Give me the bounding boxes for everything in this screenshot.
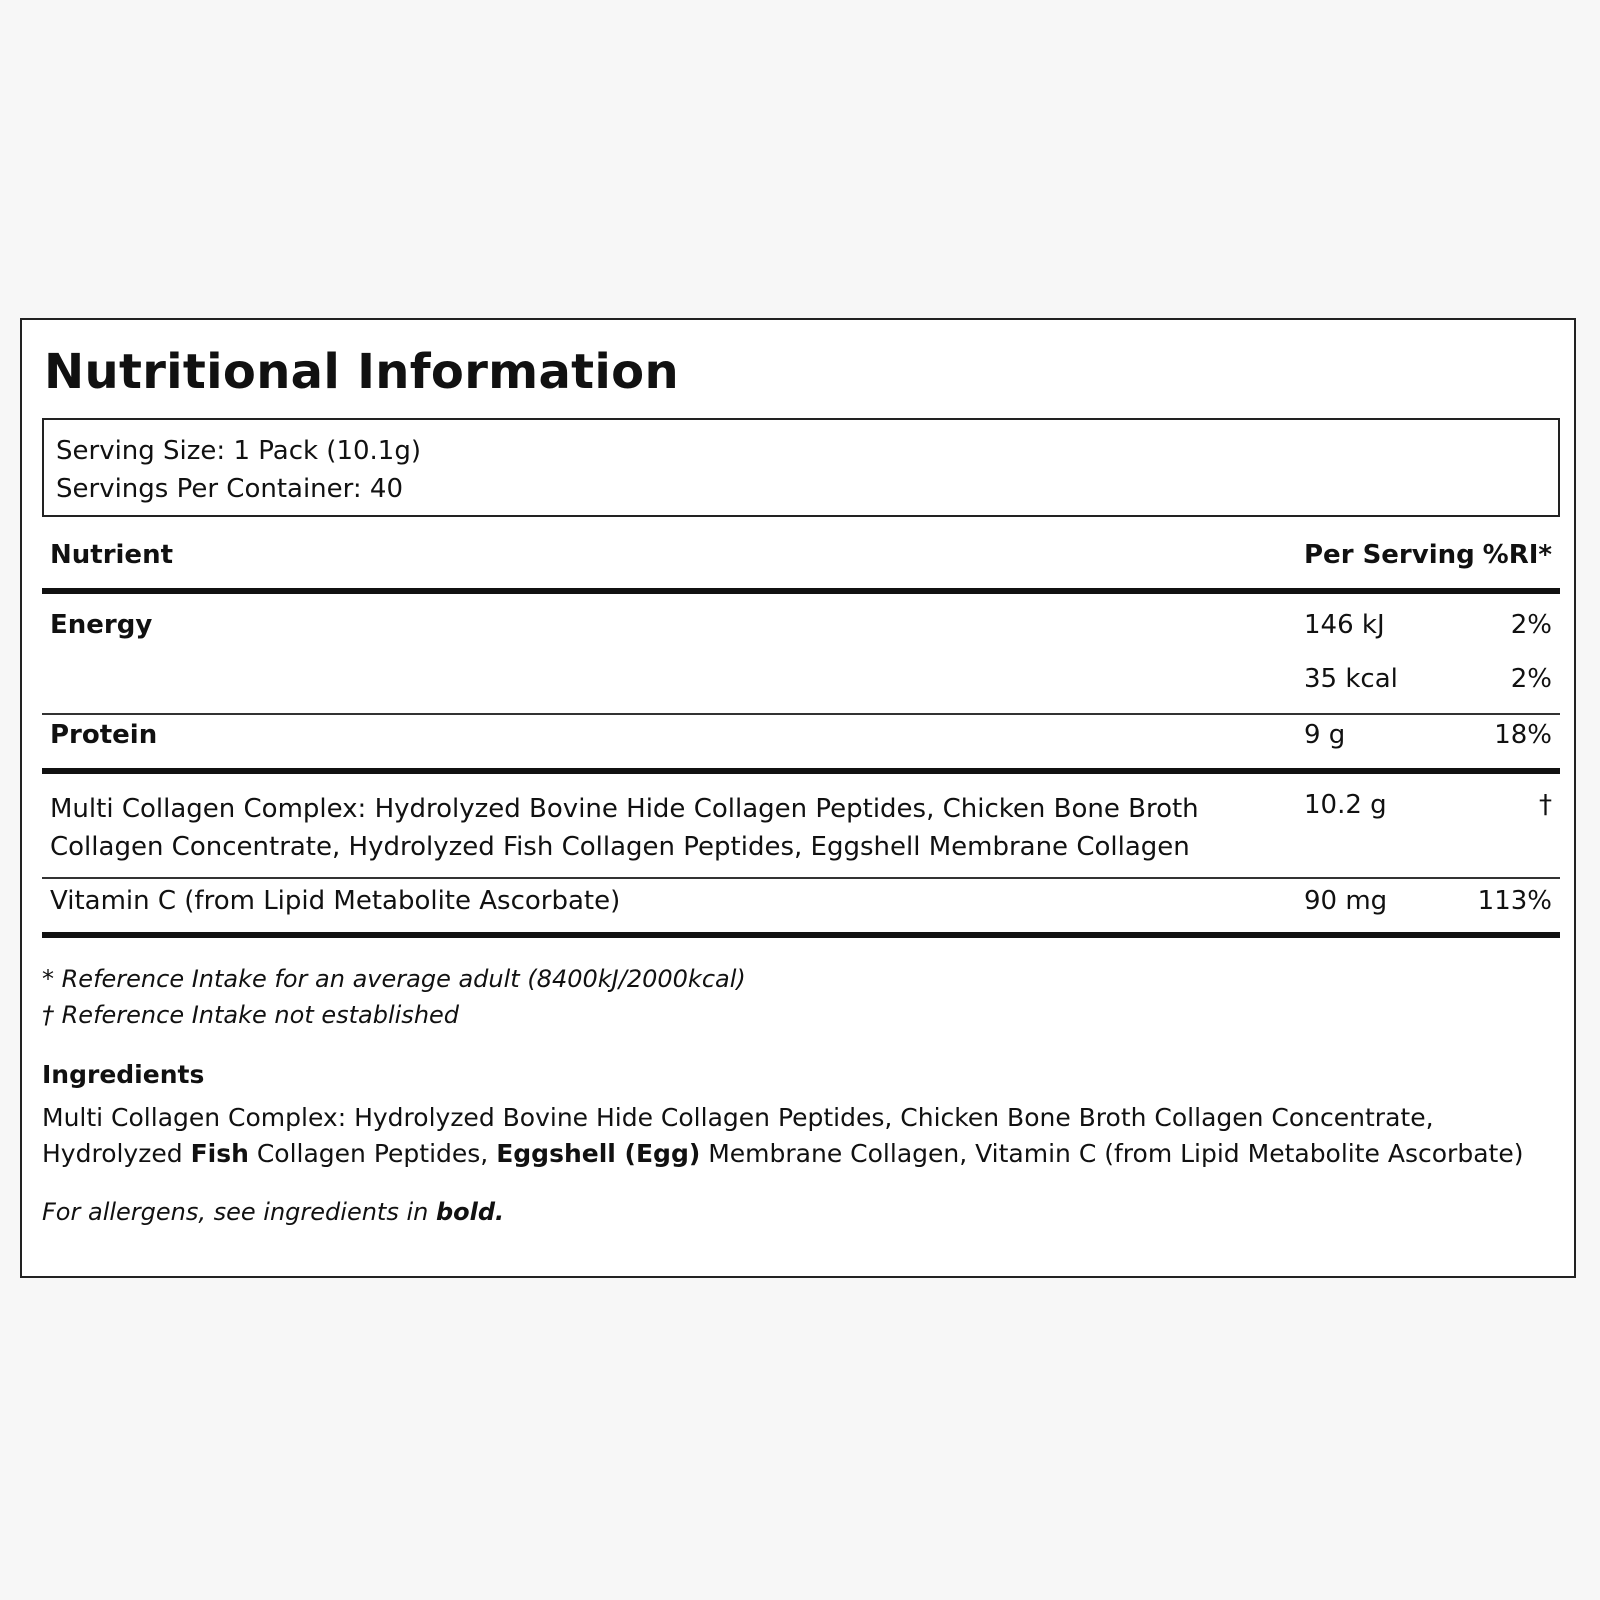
header-ri: %RI*	[1482, 540, 1552, 570]
nutrient-ri: 113%	[1477, 886, 1552, 916]
nutrient-per-serving: 35 kcal	[1304, 664, 1398, 694]
nutrient-per-serving: 10.2 g	[1304, 790, 1387, 820]
ingredients-part: Membrane Collagen, Vitamin C (from Lipid Metabolite Ascorbate)	[700, 1139, 1524, 1168]
allergen-note-text: For allergens, see ingredients in	[42, 1198, 436, 1226]
footnotes	[42, 961, 746, 1033]
nutrient-ri: 2%	[1510, 664, 1552, 694]
nutrient-name: Energy	[50, 610, 153, 640]
nutrient-name-line: Collagen Concentrate, Hydrolyzed Fish Collagen Peptides, Eggshell Membrane Collagen	[50, 832, 1190, 862]
servings-per-container: Servings Per Container: 40	[56, 474, 404, 504]
serving-info-box	[42, 418, 1560, 517]
nutrient-name-line: Multi Collagen Complex: Hydrolyzed Bovine Hide Collagen Peptides, Chicken Bone Broth	[50, 794, 1199, 824]
header-divider	[42, 588, 1560, 594]
table-row	[42, 610, 1560, 646]
ingredients-text	[42, 1100, 1542, 1172]
nutrient-name: Vitamin C (from Lipid Metabolite Ascorbate)	[50, 886, 621, 916]
nutrient-ri: 2%	[1510, 610, 1552, 640]
allergen-fish: Fish	[190, 1139, 249, 1168]
nutrient-per-serving: 90 mg	[1304, 886, 1388, 916]
footnote-dagger: † Reference Intake not established	[42, 1001, 460, 1029]
allergen-note-bold: bold.	[435, 1198, 505, 1226]
header-per-serving: Per Serving	[1304, 540, 1475, 570]
nutrient-name	[50, 790, 1199, 866]
nutrient-ri: †	[1539, 790, 1552, 820]
ingredients-title: Ingredients	[42, 1060, 205, 1089]
ingredients-part: Multi Collagen Complex: Hydrolyzed Bovine Hide Collagen Peptides, Chicken Bone Broth Collagen Concentrate, Hydrolyzed	[42, 1103, 1434, 1168]
nutrient-per-serving: 9 g	[1304, 720, 1346, 750]
table-bottom-divider	[42, 932, 1560, 938]
table-row	[42, 790, 1560, 866]
footnote-ri: * Reference Intake for an average adult (8400kJ/2000kcal)	[42, 965, 746, 993]
allergen-egg: Eggshell (Egg)	[496, 1139, 701, 1168]
ingredients-part: Collagen Peptides,	[248, 1139, 497, 1168]
table-header-row	[42, 540, 1560, 576]
row-divider	[42, 713, 1560, 715]
allergen-note	[42, 1198, 504, 1226]
table-row	[42, 886, 1560, 922]
label-title: Nutritional Information	[44, 344, 679, 400]
nutrient-name: Protein	[50, 720, 158, 750]
table-row	[42, 664, 1560, 700]
nutrient-per-serving: 146 kJ	[1304, 610, 1385, 640]
header-nutrient: Nutrient	[50, 540, 174, 570]
nutrient-ri: 18%	[1494, 720, 1552, 750]
table-row	[42, 720, 1560, 756]
serving-size: Serving Size: 1 Pack (10.1g)	[56, 436, 421, 466]
nutrition-label-panel	[20, 318, 1576, 1278]
row-divider	[42, 877, 1560, 879]
section-divider	[42, 768, 1560, 774]
